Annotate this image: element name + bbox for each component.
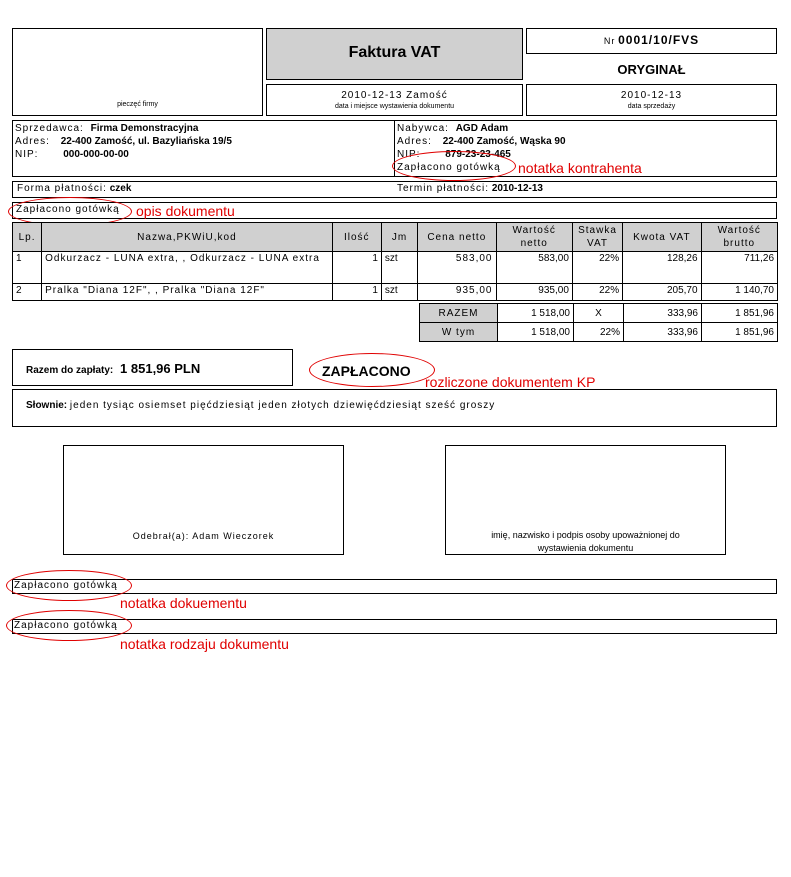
column-header: Jm bbox=[381, 223, 417, 252]
document-note-highlight bbox=[6, 570, 132, 601]
copy-label: ORYGINAŁ bbox=[617, 62, 686, 77]
invoice-title-box bbox=[266, 28, 523, 80]
column-header: Stawka VAT bbox=[572, 223, 622, 252]
row-net: 583,00 bbox=[496, 252, 572, 284]
buyer-nip-label: NIP: bbox=[397, 149, 421, 160]
totals-rate: 22% bbox=[574, 323, 624, 342]
sale-date-box bbox=[526, 84, 777, 116]
row-rate: 22% bbox=[572, 252, 622, 284]
to-pay-box bbox=[12, 349, 293, 386]
totals-row bbox=[420, 304, 778, 323]
document-type-note-highlight bbox=[6, 610, 132, 641]
invoice-number: 0001/10/FVS bbox=[618, 33, 700, 47]
row-qty: 1 bbox=[332, 284, 381, 301]
row-price: 583,00 bbox=[418, 252, 496, 284]
seller-name: Firma Demonstracyjna bbox=[90, 123, 199, 134]
issue-caption: data i miejsce wystawienia dokumentu bbox=[334, 103, 455, 110]
document-type-note-annotation: notatka rodzaju dokumentu bbox=[120, 636, 289, 652]
words-label: Słownie: bbox=[26, 400, 68, 411]
buyer-name: AGD Adam bbox=[455, 123, 509, 134]
issuer-signature-box bbox=[445, 445, 726, 555]
column-header: Cena netto bbox=[418, 223, 496, 252]
column-header: Kwota VAT bbox=[623, 223, 701, 252]
column-header: Ilość bbox=[332, 223, 381, 252]
payment-form-value: czek bbox=[109, 183, 132, 194]
buyer-note: Zapłacono gotówką bbox=[397, 162, 501, 173]
row-qty: 1 bbox=[332, 252, 381, 284]
totals-gross: 1 851,96 bbox=[702, 323, 778, 342]
receiver-signature-box bbox=[63, 445, 344, 555]
paid-stamp: ZAPŁACONO bbox=[322, 363, 411, 379]
totals-table bbox=[419, 303, 778, 342]
row-net: 935,00 bbox=[496, 284, 572, 301]
row-vat: 128,26 bbox=[623, 252, 701, 284]
totals-net: 1 518,00 bbox=[498, 323, 574, 342]
description-annotation: opis dokumentu bbox=[136, 203, 235, 219]
payment-form-label: Forma płatności: bbox=[17, 183, 107, 194]
totals-vat: 333,96 bbox=[624, 323, 702, 342]
row-vat: 205,70 bbox=[623, 284, 701, 301]
seller-nip-label: NIP: bbox=[15, 149, 39, 160]
table-row bbox=[13, 252, 778, 284]
row-unit: szt bbox=[381, 252, 417, 284]
payment-due bbox=[397, 183, 543, 194]
row-lp: 2 bbox=[13, 284, 42, 301]
seller-address-label: Adres: bbox=[15, 136, 50, 147]
row-price: 935,00 bbox=[418, 284, 496, 301]
totals-row bbox=[420, 323, 778, 342]
seller-label: Sprzedawca: bbox=[15, 123, 84, 134]
buyer-nip: 879-23-23-465 bbox=[445, 149, 511, 160]
row-gross: 711,26 bbox=[701, 252, 777, 284]
totals-label: W tym bbox=[420, 323, 498, 342]
row-name: Pralka "Diana 12F", , Pralka "Diana 12F" bbox=[42, 284, 333, 301]
issuer-signature-label: imię, nazwisko i podpis osoby upoważnionej do wystawienia dokumentu bbox=[491, 530, 680, 553]
buyer-label: Nabywca: bbox=[397, 123, 449, 134]
row-name: Odkurzacz - LUNA extra, , Odkurzacz - LUNA extra bbox=[42, 252, 333, 284]
row-lp: 1 bbox=[13, 252, 42, 284]
seller-nip: 000-000-00-00 bbox=[63, 149, 129, 160]
table-header-row bbox=[13, 223, 778, 252]
document-note: Zapłacono gotówką bbox=[14, 580, 118, 591]
sale-date: 2010-12-13 bbox=[620, 90, 683, 101]
invoice-title: Faktura VAT bbox=[348, 44, 441, 61]
document-description: Zapłacono gotówką bbox=[16, 204, 120, 215]
buyer-note-highlight bbox=[392, 151, 516, 181]
to-pay-label: Razem do zapłaty: bbox=[26, 365, 114, 376]
receiver-signature-label: Odebrał(a): Adam Wieczorek bbox=[132, 531, 275, 541]
column-header: Lp. bbox=[13, 223, 42, 252]
buyer-address-label: Adres: bbox=[397, 136, 432, 147]
number-prefix: Nr bbox=[603, 36, 616, 46]
sale-caption: data sprzedaży bbox=[627, 103, 676, 110]
contractor-note-annotation: notatka kontrahenta bbox=[518, 160, 642, 176]
table-row bbox=[13, 284, 778, 301]
column-header: Nazwa,PKWiU,kod bbox=[42, 223, 333, 252]
paid-stamp-highlight bbox=[309, 353, 435, 387]
totals-vat: 333,96 bbox=[624, 304, 702, 323]
totals-net: 1 518,00 bbox=[498, 304, 574, 323]
invoice-number-box bbox=[526, 28, 777, 54]
column-header: Wartość brutto bbox=[701, 223, 777, 252]
totals-rate: X bbox=[574, 304, 624, 323]
buyer-address: 22-400 Zamość, Wąska 90 bbox=[442, 136, 566, 147]
payment-form bbox=[17, 183, 131, 194]
settled-annotation: rozliczone dokumentem KP bbox=[425, 374, 596, 390]
document-type-note: Zapłacono gotówką bbox=[14, 620, 118, 631]
issue-date-box bbox=[266, 84, 523, 116]
row-unit: szt bbox=[381, 284, 417, 301]
seller-block bbox=[15, 122, 232, 161]
payment-due-value: 2010-12-13 bbox=[491, 183, 543, 194]
seller-address: 22-400 Zamość, ul. Bazyliańska 19/5 bbox=[60, 136, 232, 147]
stamp-caption: pieczęć firmy bbox=[117, 101, 158, 108]
issue-date-place: 2010-12-13 Zamość bbox=[341, 90, 448, 101]
totals-label: RAZEM bbox=[420, 304, 498, 323]
totals-gross: 1 851,96 bbox=[702, 304, 778, 323]
payment-due-label: Termin płatności: bbox=[397, 183, 490, 194]
column-header: Wartość netto bbox=[496, 223, 572, 252]
row-rate: 22% bbox=[572, 284, 622, 301]
company-stamp-box bbox=[12, 28, 263, 116]
document-note-annotation: notatka dokuementu bbox=[120, 595, 247, 611]
words-text: jeden tysiąc osiemset pięćdziesiąt jeden złotych dziewięćdziesiąt sześć groszy bbox=[69, 400, 496, 411]
amount-in-words-box bbox=[12, 389, 777, 427]
items-table bbox=[12, 222, 778, 301]
to-pay-amount: 1 851,96 PLN bbox=[120, 361, 201, 376]
row-gross: 1 140,70 bbox=[701, 284, 777, 301]
